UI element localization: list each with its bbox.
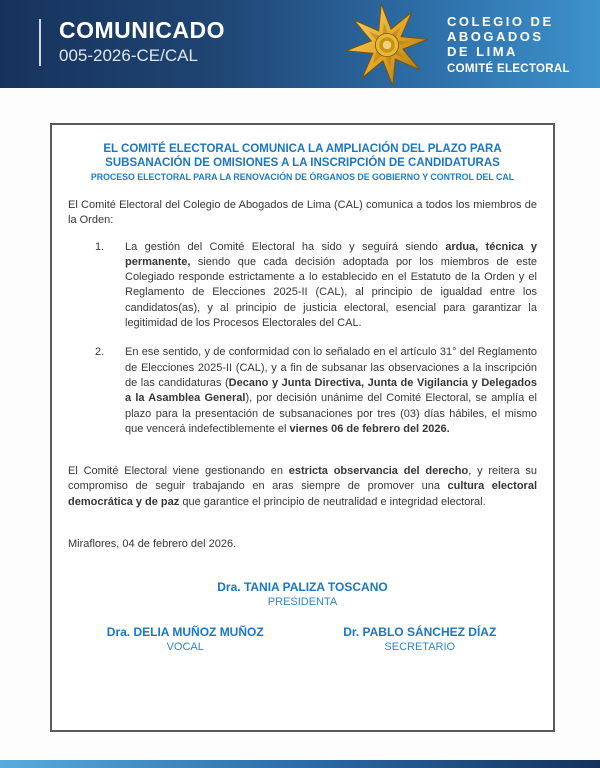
item-1-number: 1.: [95, 240, 105, 253]
org-name-line2: ABOGADOS: [447, 29, 544, 44]
signature-president: [68, 580, 537, 608]
org-name-line1: COLEGIO DE: [447, 14, 554, 29]
secretary-name: Dr. PABLO SÁNCHEZ DÍAZ: [343, 625, 497, 640]
secretary-role: SECRETARIO: [384, 641, 456, 654]
doc-number: 005-2026-CE/CAL: [59, 46, 198, 65]
item-2-text: En ese sentido, y de conformidad con lo señalado en el artículo 31° del Reglamento de Elecciones 2025-II (CAL), y a fin de subsanar las observaciones a la inscripción de las candidaturas (Decano y Junta Directiva, Junta de Vigilancia y Delegados a la Asamblea General), por decisión unánime del Comité Electoral, se amplía el plazo para la presentación de subsanaciones por tres (03) días hábiles, el mismo que vencerá indefectiblemente el viernes 06 de febrero del 2026.: [125, 346, 537, 435]
document-title-line2: SUBSANACIÓN DE OMISIONES A LA INSCRIPCIÓN DE CANDIDATURAS: [105, 156, 500, 169]
item-2-number: 2.: [95, 346, 105, 359]
signature-row: [68, 625, 537, 653]
intro-paragraph: El Comité Electoral del Colegio de Abogados de Lima (CAL) comunica a todos los miembros de la Orden:: [68, 199, 537, 227]
vocal-name: Dra. DELIA MUÑOZ MUÑOZ: [106, 625, 264, 640]
dateline: Miraflores, 04 de febrero del 2026.: [68, 538, 237, 551]
signature-secretary: [303, 625, 538, 653]
header-banner: [0, 0, 600, 88]
org-name-line3: DE LIMA: [447, 44, 518, 59]
closing-paragraph: El Comité Electoral viene gestionando en estricta observancia del derecho, y reitera su compromiso de seguir trabajando en aras siempre de promover una cultura electoral democrática y de paz que garantice el principio de neutralidad e integridad electoral.: [68, 465, 538, 508]
doc-type-title: COMUNICADO: [59, 17, 225, 43]
organization-name: [447, 14, 570, 75]
document-box: [50, 123, 555, 732]
document-subtitle: PROCESO ELECTORAL PARA LA RENOVACIÓN DE ÓRGANOS DE GOBIERNO Y CONTROL DEL CAL: [90, 172, 515, 182]
item-1-text: La gestión del Comité Electoral ha sido y seguirá siendo ardua, técnica y permanente, siendo que cada decisión adoptada por los miembros de este Colegiado responde estrictamente a lo establecido en el Estatuto de la Orden y el Reglamento de Elecciones 2025-II (CAL), al principio de igualdad entre los candidatos(as), y al principio de justicia electoral, esencial para garantizar la legitimidad de los Procesos Electorales del CAL.: [125, 240, 537, 330]
document-title-line1: EL COMITÉ ELECTORAL COMUNICA LA AMPLIACIÓN DEL PLAZO PARA: [103, 143, 502, 155]
cal-star-logo-icon: [335, 0, 438, 94]
numbered-item-1: [68, 240, 537, 332]
president-role: PRESIDENTA: [267, 596, 338, 609]
vocal-role: VOCAL: [166, 641, 204, 654]
committee-label: COMITÉ ELECTORAL: [447, 63, 570, 75]
numbered-item-2: [68, 345, 537, 437]
president-name: Dra. TANIA PALIZA TOSCANO: [217, 580, 388, 595]
header-accent-bar: [39, 19, 41, 66]
footer-gradient-bar: [0, 760, 600, 768]
signature-vocal: [68, 625, 303, 653]
